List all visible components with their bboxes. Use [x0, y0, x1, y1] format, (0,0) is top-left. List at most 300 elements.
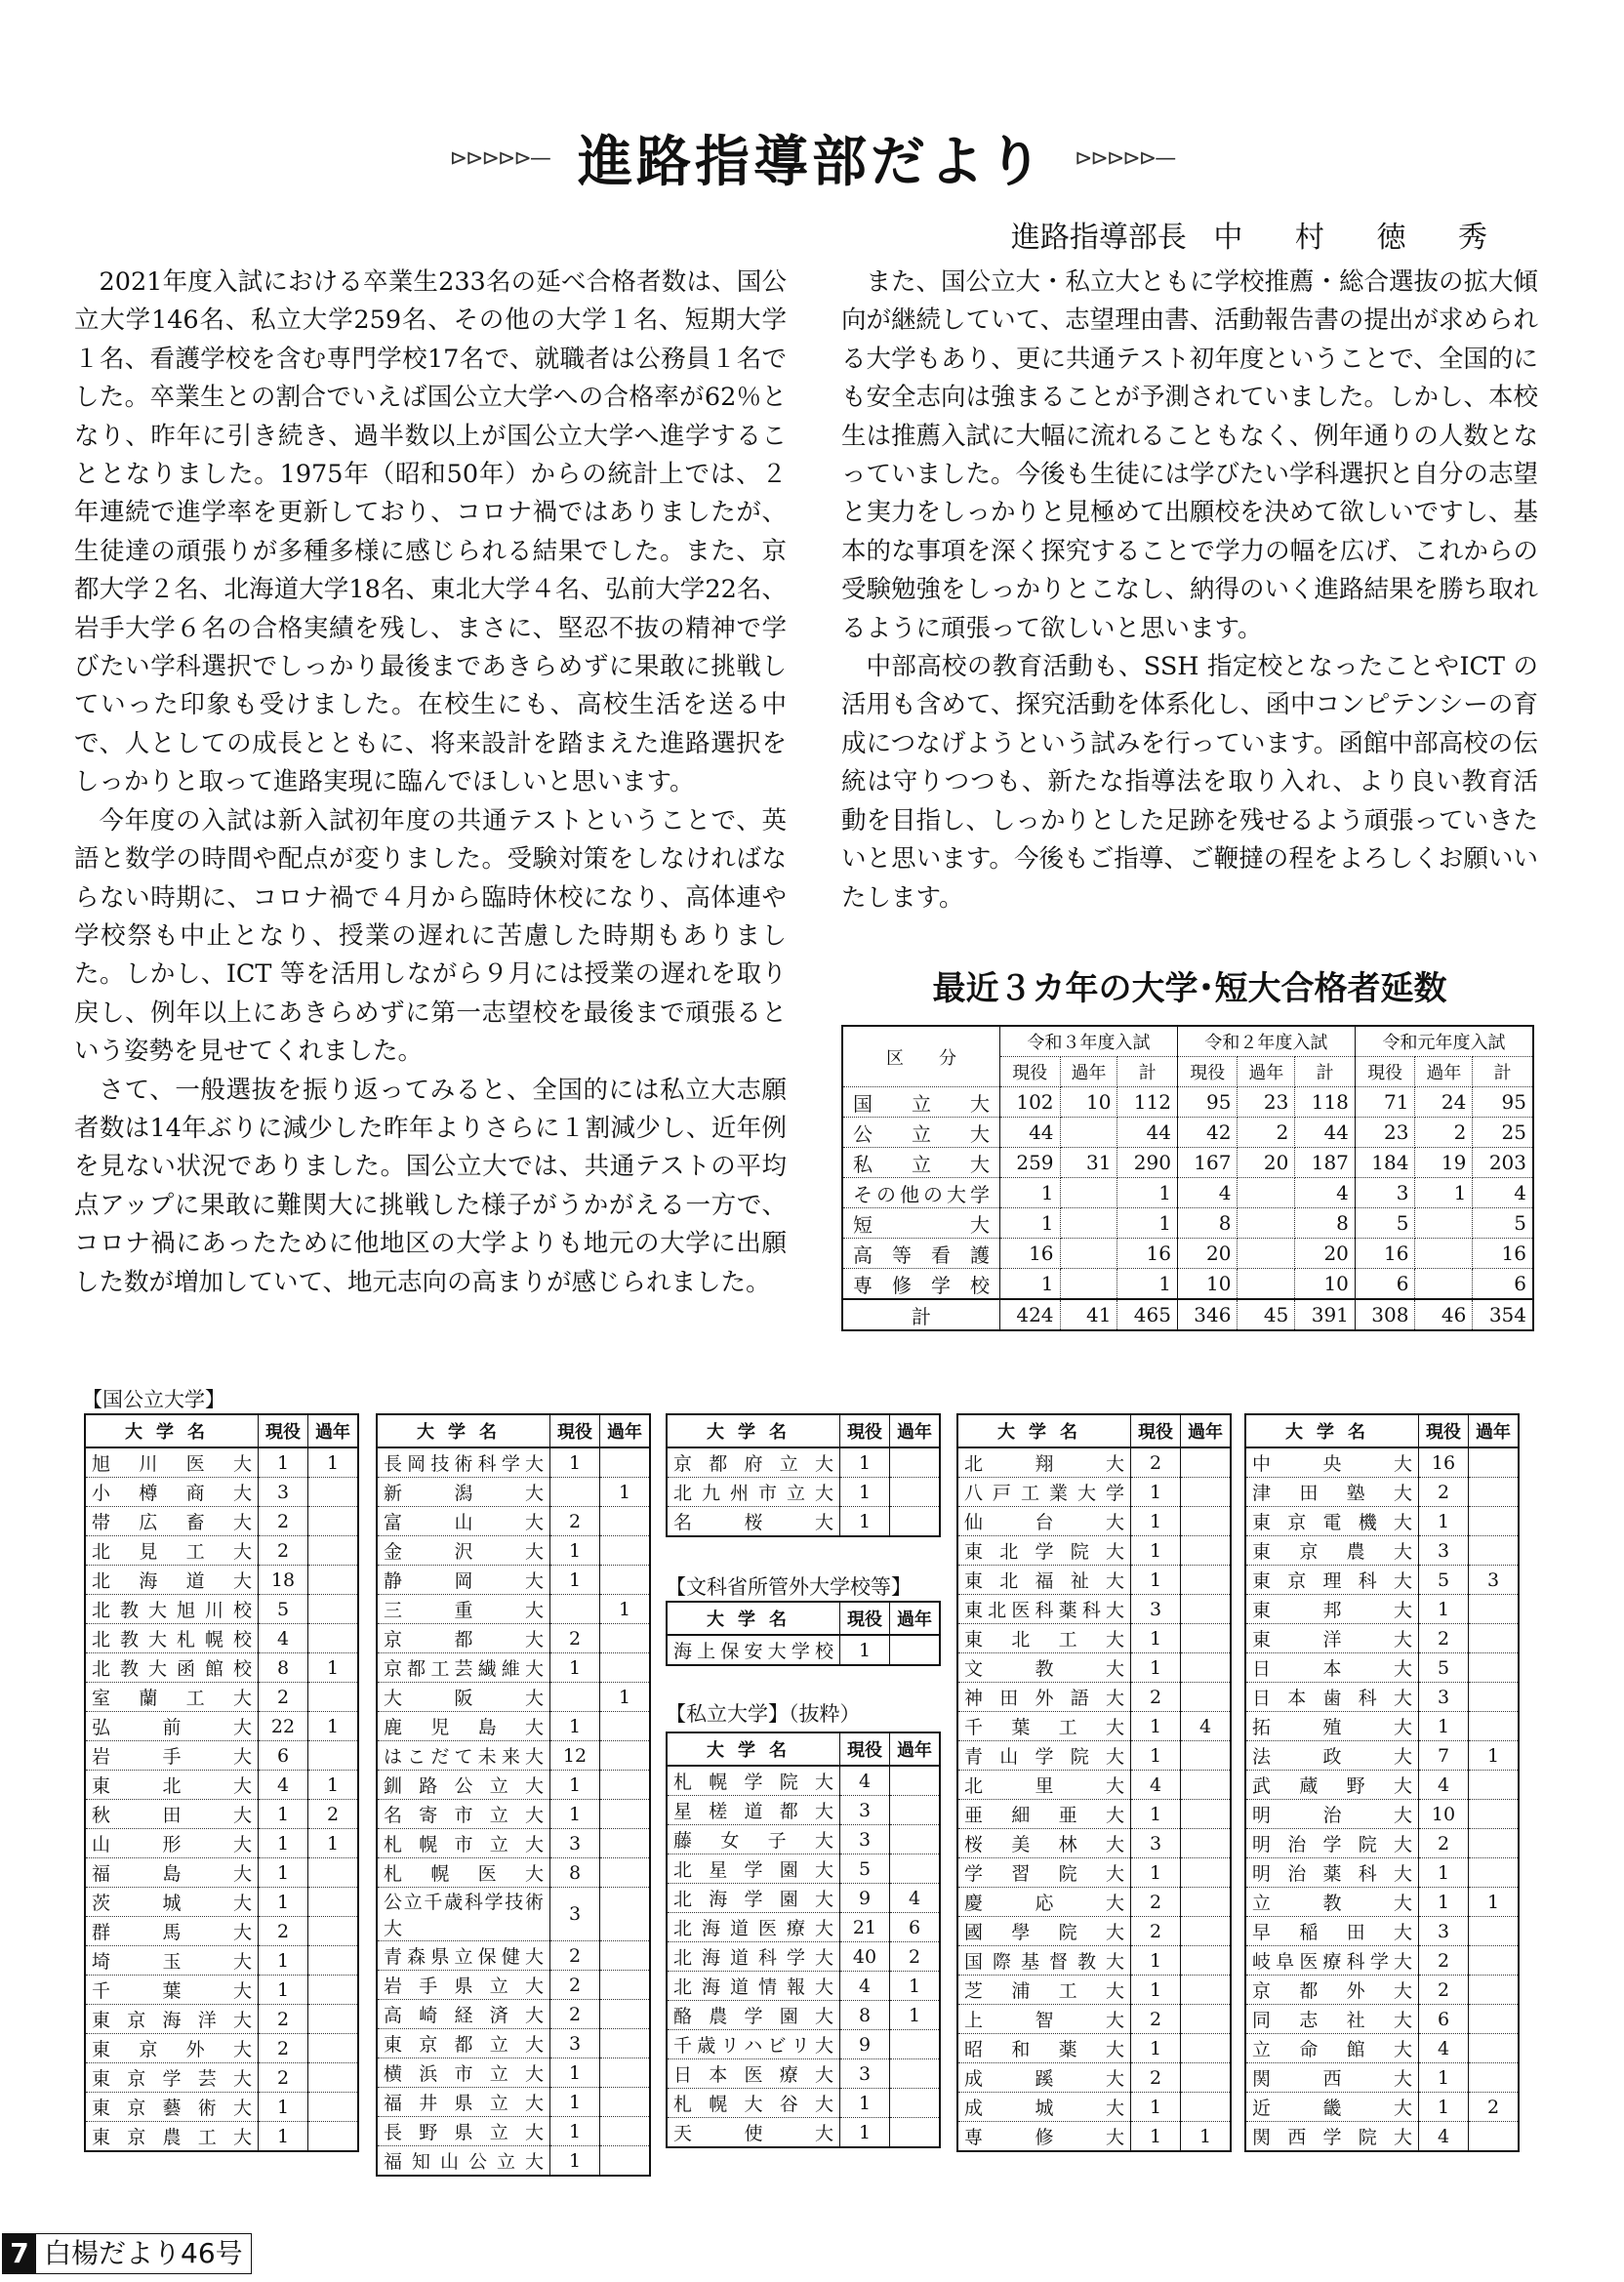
- table-row: [377, 2146, 650, 2177]
- value-cell: 203: [1473, 1148, 1533, 1178]
- university-name: 近畿大: [1245, 2093, 1419, 2122]
- paragraph: 2021年度入試における卒業生233名の延べ合格者数は、国公立大学146名、私立大学259名、その他の大学１名、短期大学１名、看護学校を含む専門学校17名で、就職者は公務員１名でした。卒業生との割合でいえば国公立大学への合格率が62％となり、昨年に引き続き、過半数以上が国公立大学へ進学することとなりました。1975年（昭和50年）からの統計上では、２年連続で進学率を更新しており、コロナ禍ではありましたが、生徒達の頑張りが多種多様に感じられる結果でした。また、京都大学２名、北海道大学18名、東北大学４名、弘前大学22名、岩手大学６名の合格実績を残し、まさに、堅忍不抜の精神で学びたい学科選択でしっかり最後まであきらめずに果敢に挑戦していった印象も受けました。在校生にも、高校生活を送る中で、人としての成長とともに、将来設計を踏まえた進路選択をしっかりと取って進路実現に臨んでほしいと思います。: [74, 267, 787, 797]
- current-count: 1: [259, 1946, 308, 1976]
- current-count: 2: [259, 1683, 308, 1712]
- value-cell: [1060, 1239, 1117, 1269]
- table-row: [377, 1858, 650, 1888]
- paragraph: さて、一般選抜を振り返ってみると、全国的には私立大志願者数は14年ぶりに減少した昨年よりさらに１割減少し、近年例を見ない状況でありました。国公立大では、共通テストの平均点アップに果敢に難関大に挑戦した様子がうかがえる一方で、コロナ禍にあったために他地区の大学よりも地元の大学に出願した数が増加していて、地元志向の高まりが感じられました。: [74, 1075, 787, 1297]
- value-cell: [1060, 1208, 1117, 1239]
- university-name: 関西学院大: [1245, 2122, 1419, 2152]
- table-row: [667, 2001, 940, 2030]
- table-row: [377, 1941, 650, 1971]
- paragraph: また、国公立大・私立大ともに学校推薦・総合選抜の拡大傾向が継続していて、志望理由書、活動報告書の提出が求められる大学もあり、更に共通テスト初年度ということで、全国的にも安全志向は強まることが予測されていました。しかし、本校生は推薦入試に大幅に流れることもなく、例年通りの人数となっていました。今後も生徒には学びたい学科選択と自分の志望と実力をしっかりと見極めて出願校を決めて欲しいですし、基本的な事項を深く探究することで学力の幅を広げ、これからの受験勉強をしっかりとこなし、納得のいく進路結果を勝ち取れるように頑張って欲しいと思います。: [841, 267, 1539, 643]
- section-other-ministry-label: 【文科省所管外大学校等】: [666, 1575, 912, 1599]
- category-header: 区 分: [842, 1026, 1000, 1087]
- current-count: 2: [259, 2034, 308, 2063]
- current-count: 8: [259, 1653, 308, 1683]
- university-name: 北海道科学大: [667, 1942, 840, 1972]
- past-header: 過年: [890, 1732, 941, 1766]
- current-count: 1: [259, 1888, 308, 1917]
- value-cell: 4: [1473, 1178, 1533, 1208]
- university-name: 桜美林大: [957, 1829, 1131, 1858]
- national-table-3: [666, 1413, 941, 1537]
- category-cell: 私立大: [842, 1148, 1000, 1178]
- header-row: [667, 1414, 940, 1447]
- past-count: [1181, 1683, 1232, 1712]
- university-name: 慶応大: [957, 1888, 1131, 1917]
- past-count: 1: [600, 1595, 651, 1624]
- current-count: 4: [1419, 1771, 1469, 1800]
- past-count: [1181, 1741, 1232, 1771]
- summary-header-row: [842, 1026, 1533, 1057]
- past-count: [308, 1946, 359, 1976]
- table-row: [957, 1858, 1231, 1888]
- past-count: [1469, 1447, 1520, 1478]
- table-row: [377, 1653, 650, 1683]
- current-count: 4: [840, 1766, 890, 1796]
- table-row: [377, 1536, 650, 1566]
- university-name: 富山大: [377, 1507, 550, 1536]
- section-national-label: 【国公立大学】: [82, 1388, 225, 1411]
- past-count: [1181, 1595, 1232, 1624]
- university-name: 国際基督教大: [957, 1946, 1131, 1976]
- past-header: 過年: [890, 1602, 941, 1635]
- current-count: 1: [550, 1566, 600, 1595]
- university-name: 東京理科大: [1245, 1566, 1419, 1595]
- value-cell: 10: [1295, 1269, 1356, 1300]
- value-cell: 71: [1355, 1087, 1415, 1118]
- university-name: 芝浦工大: [957, 1976, 1131, 2005]
- name-header: 大学名: [667, 1602, 840, 1635]
- table-row: [957, 1624, 1231, 1653]
- past-count: 3: [1469, 1566, 1520, 1595]
- table-row: [667, 2030, 940, 2059]
- university-name: 専修大: [957, 2122, 1131, 2152]
- national-table-2: [376, 1413, 651, 2177]
- table-row: [1245, 1771, 1519, 1800]
- past-count: [1469, 1536, 1520, 1566]
- value-cell: 118: [1295, 1087, 1356, 1118]
- current-count: 4: [840, 1972, 890, 2001]
- university-name: 東京都立大: [377, 2029, 550, 2058]
- value-cell: 187: [1295, 1148, 1356, 1178]
- past-count: [890, 2089, 941, 2118]
- value-cell: 25: [1473, 1118, 1533, 1148]
- university-name: 明治大: [1245, 1800, 1419, 1829]
- university-name: 津田塾大: [1245, 1478, 1419, 1507]
- past-count: [1469, 1683, 1520, 1712]
- university-name: 東北医科薬科大: [957, 1595, 1131, 1624]
- value-cell: 1: [1000, 1269, 1061, 1300]
- table-row: [667, 1796, 940, 1825]
- past-count: [890, 1766, 941, 1796]
- current-count: 9: [840, 2030, 890, 2059]
- university-name: 北海道大: [85, 1566, 259, 1595]
- current-count: 6: [1419, 2005, 1469, 2034]
- paragraph: 今年度の入試は新入試初年度の共通テストということで、英語と数学の時間や配点が変りました。受験対策をしなければならない時期に、コロナ禍で４月から臨時休校になり、高体連や学校祭も中止となり、授業の遅れに苦慮した時期もありました。しかし、ICT 等を活用しながら９月には授業の遅れを取り戻し、例年以上にあきらめずに第一志望校を最後まで頑張るという姿勢を見せてくれました。: [74, 805, 787, 1067]
- table-row: [1245, 1624, 1519, 1653]
- current-count: [550, 1595, 600, 1624]
- current-count: 1: [550, 1800, 600, 1829]
- past-count: [1469, 2122, 1520, 2152]
- table-row: [667, 1913, 940, 1942]
- university-name: 高崎経済大: [377, 2000, 550, 2029]
- table-row: [85, 1683, 358, 1712]
- current-count: 2: [259, 1507, 308, 1536]
- university-name: 日本医療大: [667, 2059, 840, 2089]
- university-name: 成蹊大: [957, 2063, 1131, 2093]
- table-row: [957, 1447, 1231, 1478]
- value-cell: 2: [1415, 1118, 1473, 1148]
- table-row: [957, 1478, 1231, 1507]
- value-cell: 354: [1473, 1299, 1533, 1330]
- table-row: [1245, 2005, 1519, 2034]
- current-count: 1: [840, 1507, 890, 1537]
- table-row: [667, 1766, 940, 1796]
- current-count: 1: [1131, 2093, 1181, 2122]
- table-row: [1245, 2122, 1519, 2152]
- past-count: [308, 1478, 359, 1507]
- past-count: [600, 1829, 651, 1858]
- current-header: 現役: [1131, 1414, 1181, 1447]
- university-name: 神田外語大: [957, 1683, 1131, 1712]
- past-count: [1469, 1858, 1520, 1888]
- table-row: [85, 2034, 358, 2063]
- page-footer: [2, 2233, 252, 2274]
- table-row: [1245, 1976, 1519, 2005]
- table-row: [85, 1566, 358, 1595]
- category-cell: 専修学校: [842, 1269, 1000, 1300]
- header-row: [667, 1732, 940, 1766]
- university-name: 群馬大: [85, 1917, 259, 1946]
- past-count: 1: [890, 2001, 941, 2030]
- current-count: 3: [840, 1825, 890, 1854]
- current-count: 5: [1419, 1653, 1469, 1683]
- current-count: 2: [550, 1971, 600, 2000]
- table-row: [957, 1595, 1231, 1624]
- university-name: 立教大: [1245, 1888, 1419, 1917]
- private-table-3: [1244, 1413, 1520, 2152]
- current-count: 3: [1419, 1536, 1469, 1566]
- current-count: 1: [1131, 1507, 1181, 1536]
- current-count: 1: [1419, 1595, 1469, 1624]
- table-row: [85, 1917, 358, 1946]
- past-header: 過年: [308, 1414, 359, 1447]
- table-row: [1245, 1800, 1519, 1829]
- current-count: 5: [1419, 1566, 1469, 1595]
- table-row: [667, 1884, 940, 1913]
- current-header: 現役: [840, 1414, 890, 1447]
- university-name: 東京藝術大: [85, 2093, 259, 2122]
- university-name: 上智大: [957, 2005, 1131, 2034]
- current-count: 2: [1419, 1829, 1469, 1858]
- category-cell: 計: [842, 1299, 1000, 1330]
- article-right-column: [841, 264, 1538, 917]
- past-count: 1: [1181, 2122, 1232, 2152]
- university-name: 金沢大: [377, 1536, 550, 1566]
- value-cell: 8: [1295, 1208, 1356, 1239]
- past-count: 2: [890, 1942, 941, 1972]
- past-count: [890, 2059, 941, 2089]
- past-count: [890, 1447, 941, 1478]
- university-name: 横浜市立大: [377, 2058, 550, 2088]
- table-row: [957, 1946, 1231, 1976]
- past-count: [1181, 1829, 1232, 1858]
- university-name: 仙台大: [957, 1507, 1131, 1536]
- past-count: [1181, 1653, 1232, 1683]
- past-count: [1469, 1712, 1520, 1741]
- value-cell: 31: [1060, 1148, 1117, 1178]
- past-count: [308, 1536, 359, 1566]
- university-name: 成城大: [957, 2093, 1131, 2122]
- past-count: 2: [1469, 2093, 1520, 2122]
- university-name: 東京学芸大: [85, 2063, 259, 2093]
- table-row: [85, 1536, 358, 1566]
- current-count: 1: [1419, 2063, 1469, 2093]
- university-name: 札幌医大: [377, 1858, 550, 1888]
- university-name: 岩手大: [85, 1741, 259, 1771]
- current-count: 4: [1419, 2122, 1469, 2152]
- current-count: 4: [259, 1771, 308, 1800]
- current-count: 1: [1419, 1858, 1469, 1888]
- university-name: 東北工大: [957, 1624, 1131, 1653]
- current-count: 2: [1131, 2005, 1181, 2034]
- past-count: [1181, 2034, 1232, 2063]
- past-count: [308, 1858, 359, 1888]
- university-name: 札幌学院大: [667, 1766, 840, 1796]
- summary-row: [842, 1208, 1533, 1239]
- value-cell: 6: [1355, 1269, 1415, 1300]
- table-row: [85, 1712, 358, 1741]
- value-cell: 424: [1000, 1299, 1061, 1330]
- article-left-column: [74, 264, 787, 1302]
- past-count: [1181, 1536, 1232, 1566]
- university-name: 北教大旭川校: [85, 1595, 259, 1624]
- value-cell: [1238, 1269, 1295, 1300]
- header-row: [85, 1414, 358, 1447]
- university-name: 日本歯科大: [1245, 1683, 1419, 1712]
- university-name: 京都外大: [1245, 1976, 1419, 2005]
- page-number: 7: [3, 2234, 36, 2273]
- past-count: [1181, 1447, 1232, 1478]
- university-name: 海上保安大学校: [667, 1635, 840, 1665]
- current-count: 1: [550, 1536, 600, 1566]
- current-count: 1: [1131, 2122, 1181, 2152]
- current-count: 1: [1419, 1507, 1469, 1536]
- past-header: 過年: [890, 1414, 941, 1447]
- value-cell: 23: [1238, 1087, 1295, 1118]
- past-count: [1181, 1976, 1232, 2005]
- table-row: [377, 2058, 650, 2088]
- current-count: 1: [1131, 1653, 1181, 1683]
- table-row: [1245, 1712, 1519, 1741]
- past-count: [1469, 2034, 1520, 2063]
- table-row: [1245, 1566, 1519, 1595]
- table-row: [1245, 1829, 1519, 1858]
- current-count: 1: [550, 2088, 600, 2117]
- arrow-decoration-right-icon: ⊳⊳⊳⊳⊳—: [1075, 145, 1175, 171]
- table-row: [667, 1507, 940, 1537]
- value-cell: 44: [1295, 1118, 1356, 1148]
- university-name: 三重大: [377, 1595, 550, 1624]
- value-cell: 5: [1355, 1208, 1415, 1239]
- past-count: [1181, 1858, 1232, 1888]
- past-count: [600, 1653, 651, 1683]
- table-row: [667, 1972, 940, 2001]
- university-name: 京都府立大: [667, 1447, 840, 1478]
- table-row: [1245, 1888, 1519, 1917]
- value-cell: 1: [1117, 1178, 1178, 1208]
- current-count: 10: [1419, 1800, 1469, 1829]
- year-header: 令和３年度入試: [1000, 1026, 1178, 1057]
- past-count: [600, 2088, 651, 2117]
- category-cell: その他の大学: [842, 1178, 1000, 1208]
- current-count: 7: [1419, 1741, 1469, 1771]
- value-cell: 16: [1473, 1239, 1533, 1269]
- year-header: 令和元年度入試: [1355, 1026, 1533, 1057]
- university-name: 東北福祉大: [957, 1566, 1131, 1595]
- table-row: [377, 1447, 650, 1478]
- past-count: [890, 1796, 941, 1825]
- value-cell: [1415, 1239, 1473, 1269]
- table-row: [957, 1507, 1231, 1536]
- university-name: 千歳リハビリ大: [667, 2030, 840, 2059]
- table-row: [377, 1741, 650, 1771]
- current-count: 3: [840, 2059, 890, 2089]
- value-cell: [1238, 1208, 1295, 1239]
- current-count: 1: [550, 2117, 600, 2146]
- past-count: [890, 1854, 941, 1884]
- value-cell: 5: [1473, 1208, 1533, 1239]
- current-count: 2: [1131, 1683, 1181, 1712]
- header-row: [667, 1602, 940, 1635]
- table-row: [377, 1624, 650, 1653]
- current-count: 2: [259, 2005, 308, 2034]
- table-row: [377, 1566, 650, 1595]
- past-count: 1: [1469, 1741, 1520, 1771]
- table-row: [85, 2093, 358, 2122]
- university-name: 学習院大: [957, 1858, 1131, 1888]
- past-count: [1469, 1507, 1520, 1536]
- past-header: 過年: [600, 1414, 651, 1447]
- name-header: 大学名: [377, 1414, 550, 1447]
- current-header: 現役: [1419, 1414, 1469, 1447]
- past-count: [308, 1741, 359, 1771]
- other-ministry-table: [666, 1601, 941, 1666]
- table-row: [1245, 2093, 1519, 2122]
- past-count: [890, 1478, 941, 1507]
- current-count: 1: [840, 2118, 890, 2148]
- value-cell: 8: [1177, 1208, 1238, 1239]
- table-row: [957, 1771, 1231, 1800]
- table-row: [1245, 2063, 1519, 2093]
- current-count: 3: [550, 1888, 600, 1941]
- past-count: 1: [890, 1972, 941, 2001]
- past-count: [1469, 1800, 1520, 1829]
- current-count: 1: [1131, 1712, 1181, 1741]
- table-row: [667, 1942, 940, 1972]
- table-row: [377, 2088, 650, 2117]
- university-name: 小樽商大: [85, 1478, 259, 1507]
- current-count: 8: [840, 2001, 890, 2030]
- current-count: 5: [259, 1595, 308, 1624]
- current-count: [550, 1683, 600, 1712]
- table-row: [1245, 1946, 1519, 1976]
- summary-body: [842, 1087, 1533, 1331]
- university-name: 東京海洋大: [85, 2005, 259, 2034]
- value-cell: [1060, 1178, 1117, 1208]
- university-name: 岐阜医療科学大: [1245, 1946, 1419, 1976]
- past-count: 1: [308, 1653, 359, 1683]
- past-count: [308, 2005, 359, 2034]
- value-cell: 4: [1177, 1178, 1238, 1208]
- category-cell: 高等看護: [842, 1239, 1000, 1269]
- current-count: 1: [1419, 1888, 1469, 1917]
- past-count: [600, 1624, 651, 1653]
- current-count: 3: [1131, 1595, 1181, 1624]
- value-cell: 46: [1415, 1299, 1473, 1330]
- table-row: [1245, 1595, 1519, 1624]
- past-count: [1181, 1624, 1232, 1653]
- current-count: 22: [259, 1712, 308, 1741]
- university-name: 早稲田大: [1245, 1917, 1419, 1946]
- current-count: 1: [259, 1447, 308, 1478]
- table-row: [957, 2034, 1231, 2063]
- table-row: [957, 2063, 1231, 2093]
- table-row: [377, 1800, 650, 1829]
- past-count: [1181, 2005, 1232, 2034]
- summary-row: [842, 1118, 1533, 1148]
- name-header: 大学名: [1245, 1414, 1419, 1447]
- table-row: [1245, 1478, 1519, 1507]
- table-row: [377, 1888, 650, 1941]
- past-count: [308, 1917, 359, 1946]
- current-count: 2: [1419, 1946, 1469, 1976]
- value-cell: 346: [1177, 1299, 1238, 1330]
- value-cell: [1060, 1269, 1117, 1300]
- table-row: [377, 2000, 650, 2029]
- value-cell: 45: [1238, 1299, 1295, 1330]
- value-cell: 95: [1177, 1087, 1238, 1118]
- current-header: 現役: [259, 1414, 308, 1447]
- university-name: 東北大: [85, 1771, 259, 1800]
- current-count: 1: [259, 1829, 308, 1858]
- university-name: 北星学園大: [667, 1854, 840, 1884]
- past-count: [600, 1507, 651, 1536]
- current-count: 1: [259, 1800, 308, 1829]
- past-count: 2: [308, 1800, 359, 1829]
- past-count: [890, 1635, 941, 1665]
- summary-table-title: 最近３カ年の大学･短大合格者延数: [932, 969, 1447, 1008]
- past-count: 1: [308, 1712, 359, 1741]
- university-name: 北見工大: [85, 1536, 259, 1566]
- current-count: 1: [1131, 1478, 1181, 1507]
- current-count: 6: [259, 1741, 308, 1771]
- past-count: [1469, 1946, 1520, 1976]
- university-name: 星槎道都大: [667, 1796, 840, 1825]
- past-count: [1469, 1771, 1520, 1800]
- current-count: 1: [1131, 1741, 1181, 1771]
- value-cell: 1: [1117, 1208, 1178, 1239]
- current-count: 5: [840, 1854, 890, 1884]
- university-name: 北海道情報大: [667, 1972, 840, 2001]
- past-count: [600, 2029, 651, 2058]
- value-cell: 20: [1238, 1148, 1295, 1178]
- past-count: [1469, 1478, 1520, 1507]
- page-header: [0, 119, 1624, 197]
- university-name: 東京電機大: [1245, 1507, 1419, 1536]
- current-count: 3: [550, 2029, 600, 2058]
